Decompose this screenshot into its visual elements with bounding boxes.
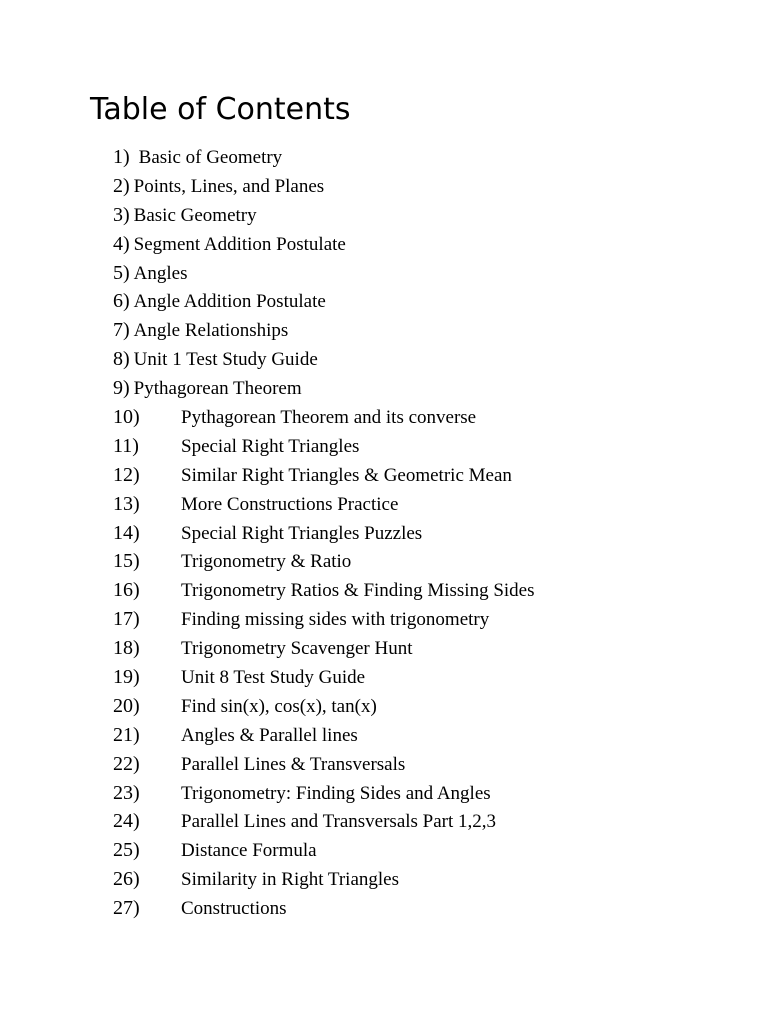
toc-entry — [113, 490, 535, 519]
toc-entry-number: 22) — [113, 752, 140, 775]
toc-entry-number: 13) — [113, 492, 140, 515]
toc-entry — [113, 259, 535, 288]
toc-entry-number: 5) — [113, 261, 130, 284]
toc-entry — [113, 316, 535, 345]
toc-entry-label: Trigonometry & Ratio — [181, 551, 352, 573]
toc-entry-number: 20) — [113, 694, 140, 717]
toc-entry-number: 15) — [113, 550, 140, 573]
toc-entry-label: Special Right Triangles — [181, 435, 360, 457]
toc-entry — [113, 692, 535, 721]
toc-entry — [113, 403, 535, 432]
toc-entry-label: Trigonometry Scavenger Hunt — [181, 638, 413, 660]
toc-entry-number: 19) — [113, 666, 140, 689]
toc-entry-label: Basic Geometry — [133, 204, 257, 226]
table-of-contents-list — [113, 143, 535, 923]
toc-entry-number: 27) — [113, 897, 140, 920]
toc-entry-label: Similar Right Triangles & Geometric Mean — [181, 464, 512, 486]
toc-entry-label: Unit 8 Test Study Guide — [181, 667, 366, 689]
toc-entry-label: More Constructions Practice — [181, 493, 399, 515]
toc-entry-number: 1) — [113, 146, 130, 168]
toc-entry-label: Constructions — [181, 898, 287, 920]
toc-entry — [113, 461, 535, 490]
toc-entry — [113, 894, 535, 923]
toc-entry-number: 17) — [113, 608, 140, 631]
toc-entry-label: Angles & Parallel lines — [181, 724, 358, 746]
toc-entry-number: 2) — [113, 174, 130, 197]
toc-entry-label: Angle Addition Postulate — [133, 291, 326, 313]
toc-entry-number: 3) — [113, 203, 130, 226]
toc-entry — [113, 836, 535, 865]
toc-entry-number: 10) — [113, 406, 140, 429]
toc-entry — [113, 634, 535, 663]
toc-entry-number: 25) — [113, 839, 140, 862]
toc-entry-label: Parallel Lines & Transversals — [181, 753, 406, 775]
toc-entry — [113, 721, 535, 750]
toc-entry-number: 8) — [113, 348, 130, 371]
toc-entry — [113, 576, 535, 605]
toc-entry-label: Distance Formula — [181, 840, 317, 862]
toc-entry-number: 6) — [113, 290, 130, 313]
toc-entry-label: Trigonometry: Finding Sides and Angles — [181, 782, 491, 804]
toc-entry-label: Segment Addition Postulate — [133, 233, 346, 255]
toc-entry-label: Similarity in Right Triangles — [181, 869, 399, 891]
toc-entry — [113, 779, 535, 808]
toc-entry-number: 4) — [113, 232, 130, 255]
toc-entry-label: Pythagorean Theorem and its converse — [181, 407, 477, 429]
toc-entry — [113, 519, 535, 548]
toc-entry — [113, 172, 535, 201]
toc-entry-number: 16) — [113, 579, 140, 602]
toc-entry — [113, 663, 535, 692]
toc-entry — [113, 432, 535, 461]
toc-entry-label: Find sin(x), cos(x), tan(x) — [181, 695, 377, 717]
toc-entry — [113, 201, 535, 230]
toc-entry-number: 11) — [113, 434, 139, 457]
toc-entry — [113, 143, 535, 172]
toc-entry-label: Parallel Lines and Transversals Part 1,2,3 — [181, 811, 497, 833]
toc-entry-number: 18) — [113, 637, 140, 660]
toc-entry-number: 7) — [113, 319, 130, 342]
toc-entry — [113, 345, 535, 374]
toc-entry — [113, 807, 535, 836]
toc-entry-label: Points, Lines, and Planes — [133, 175, 325, 197]
page-title: Table of Contents — [90, 92, 351, 127]
toc-entry — [113, 287, 535, 316]
toc-entry-number: 14) — [113, 521, 140, 544]
toc-entry-label: Angles — [133, 262, 188, 284]
toc-entry — [113, 230, 535, 259]
toc-entry — [113, 605, 535, 634]
toc-entry — [113, 547, 535, 576]
toc-entry-label: Unit 1 Test Study Guide — [133, 349, 318, 371]
toc-entry-number: 24) — [113, 810, 140, 833]
toc-entry-number: 23) — [113, 781, 140, 804]
toc-entry-label: Finding missing sides with trigonometry — [181, 609, 490, 631]
toc-entry-number: 26) — [113, 868, 140, 891]
toc-entry-number: 21) — [113, 723, 140, 746]
toc-entry-label: Basic of Geometry — [138, 147, 283, 168]
toc-entry-number: 9) — [113, 377, 130, 400]
toc-entry — [113, 374, 535, 403]
toc-entry-number: 12) — [113, 463, 140, 486]
toc-entry-label: Trigonometry Ratios & Finding Missing Sides — [181, 580, 535, 602]
toc-entry-label: Angle Relationships — [133, 320, 289, 342]
toc-entry-label: Special Right Triangles Puzzles — [181, 522, 423, 544]
toc-entry-label: Pythagorean Theorem — [133, 378, 302, 400]
toc-entry — [113, 865, 535, 894]
toc-entry — [113, 750, 535, 779]
